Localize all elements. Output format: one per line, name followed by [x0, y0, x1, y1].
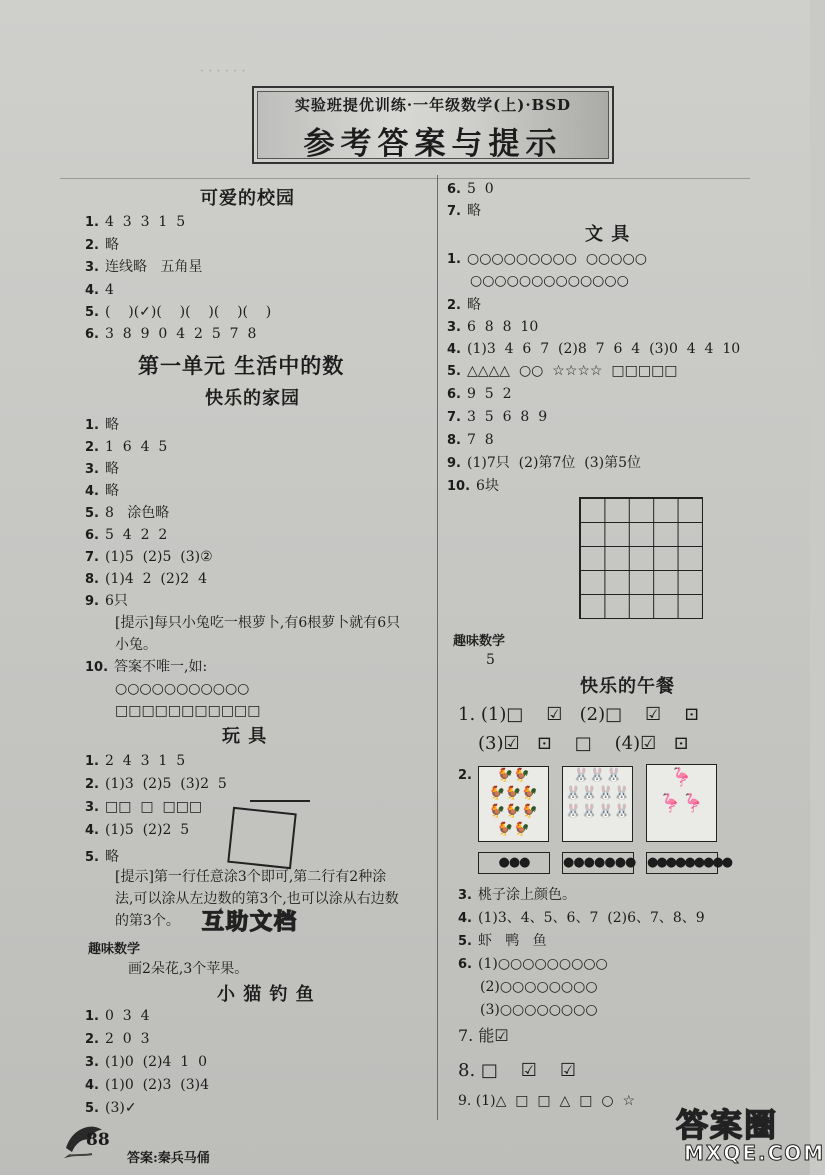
dot-counter: ●●●●●●● — [562, 852, 634, 874]
list-item: 7. (1)5 (2)5 (3)② — [85, 549, 213, 565]
hint-text: 的第3个。 — [115, 913, 180, 929]
list-item: 2. 略 — [447, 297, 481, 313]
list-item: 6. (1)○○○○○○○○○ — [458, 956, 608, 972]
list-item: 3. □□ □ □□□ — [85, 799, 203, 815]
list-item: 10. 答案不唯一,如: — [85, 659, 208, 675]
section-title-kitten: 小 猫 钓 鱼 — [217, 984, 315, 1005]
section-title-campus: 可爱的校园 — [200, 188, 295, 209]
list-item: 7. 能☑ — [458, 1026, 509, 1045]
hint-text: [提示]第一行任意涂3个即可,第二行有2种涂 — [115, 869, 387, 885]
list-item: 6. 9 5 2 — [447, 386, 512, 402]
list-item: 3. (1)0 (2)4 1 0 — [85, 1054, 207, 1070]
list-item: 3. 连线略 五角星 — [85, 259, 203, 275]
square-row: □□□□□□□□□□□ — [115, 703, 261, 719]
top-divider — [60, 178, 750, 179]
list-item: 3. 桃子涂上颜色。 — [458, 887, 576, 903]
list-item: 4. (1)5 (2)2 5 — [85, 822, 190, 838]
list-item: 4. 4 — [85, 282, 114, 298]
header-title: 参考答案与提示 — [303, 126, 563, 162]
circle-row: (3)○○○○○○○○ — [480, 1002, 598, 1018]
list-item: 4. (1)3 4 6 7 (2)8 7 6 4 (3)0 4 4 10 — [447, 341, 741, 357]
fun-math-answer: 画2朵花,3个苹果。 — [128, 961, 249, 977]
list-item: 1. 0 3 4 — [85, 1008, 150, 1024]
list-item: 5. △△△△ ○○ ☆☆☆☆ □□□□□ — [447, 363, 678, 379]
section-title-lunch: 快乐的午餐 — [580, 676, 675, 697]
fun-math-answer: 5 — [486, 652, 495, 668]
list-item: 4. 略 — [85, 483, 119, 499]
hint-text: 小兔。 — [115, 637, 157, 653]
list-item: 7. 略 — [447, 203, 481, 219]
pencil-sketch-line — [250, 800, 310, 802]
section-title-toys: 玩 具 — [222, 726, 268, 747]
list-item: 9. (1)△ □ □ △ □ ○ ☆ — [458, 1093, 636, 1109]
list-item: 9. 6只 — [85, 593, 128, 609]
list-item: 1. 2 4 3 1 5 — [85, 753, 186, 769]
list-item: 1. 4 3 3 1 5 — [85, 214, 186, 230]
site-watermark-url: MXQE.COM — [684, 1141, 825, 1165]
list-item: 8. □ ☑ ☑ — [458, 1060, 576, 1081]
list-item: 7. 3 5 6 8 9 — [447, 409, 548, 425]
footer-brand: 答案:秦兵马俑 — [127, 1151, 210, 1166]
column-divider — [437, 175, 438, 1120]
list-item: 9. (1)7只 (2)第7位 (3)第5位 — [447, 455, 641, 471]
pencil-sketch — [227, 807, 297, 869]
list-item: 6. 5 4 2 2 — [85, 527, 168, 543]
list-item: 4. (1)0 (2)3 (3)4 — [85, 1077, 209, 1093]
rabbit-picture: 🐰🐰🐰 🐰🐰🐰🐰 🐰🐰🐰🐰 — [562, 766, 633, 842]
stamp-text: 互助文档 — [202, 910, 299, 935]
list-item: 4. (1)3、4、5、6、7 (2)6、7、8、9 — [458, 910, 705, 926]
list-item: 1. (1)□ ☑ (2)□ ☑ ⊡ — [458, 704, 700, 725]
answer-grid — [579, 497, 703, 619]
list-item: 5. 略 — [85, 849, 119, 865]
section-title-stationery: 文 具 — [585, 224, 631, 245]
circle-row: ○○○○○○○○○○○ — [115, 681, 250, 697]
list-item: 6. 5 0 — [447, 181, 494, 197]
circle-row: ○○○○○○○○○○○○○ — [470, 273, 629, 289]
dot-counter: ●●● — [478, 852, 550, 874]
list-item: 5. 8 涂色略 — [85, 505, 170, 521]
site-watermark-logo: 答案圈 — [676, 1106, 779, 1144]
header-subtitle: 实验班提优训练·一年级数学(上)·BSD — [294, 96, 572, 114]
list-item: 6. 3 8 9 0 4 2 5 7 8 — [85, 326, 257, 342]
bird-picture: 🦩 🦩🦩 — [646, 764, 717, 842]
section-title-home: 快乐的家园 — [205, 388, 300, 409]
list-item: 5. 虾 鸭 鱼 — [458, 933, 547, 949]
list-item: 2. (1)3 (2)5 (3)2 5 — [85, 776, 227, 792]
list-item: 5. (3)✓ — [85, 1100, 137, 1116]
hint-text: [提示]每只小兔吃一根萝卜,有6根萝卜就有6只 — [115, 615, 401, 631]
header-banner — [252, 86, 614, 164]
list-item: 2. — [458, 768, 472, 783]
list-item: 2. 2 0 3 — [85, 1031, 150, 1047]
unit-title: 第一单元 生活中的数 — [138, 354, 345, 378]
fun-math-label: 趣味数学 — [88, 942, 141, 957]
list-item: 8. (1)4 2 (2)2 4 — [85, 571, 207, 587]
fun-math-label: 趣味数学 — [453, 634, 506, 649]
hint-text: 法,可以涂从左边数的第3个,也可以涂从右边数 — [115, 891, 399, 907]
list-item: 5. ( )(✓)( )( )( )( ) — [85, 304, 272, 320]
list-item: 3. 略 — [85, 461, 119, 477]
list-item: 2. 1 6 4 5 — [85, 439, 168, 455]
list-item: 3. 6 8 8 10 — [447, 319, 539, 335]
list-item: 2. 略 — [85, 237, 119, 253]
dot-counter: ●●●●●●●●● — [646, 852, 718, 874]
list-item: 8. 7 8 — [447, 432, 494, 448]
list-item: 1. 略 — [85, 417, 119, 433]
page-number: 88 — [86, 1130, 110, 1150]
list-item: (3)☑ ⊡ □ (4)☑ ⊡ — [478, 733, 689, 754]
list-item: 1. ○○○○○○○○○ ○○○○○ — [447, 251, 647, 267]
circle-row: (2)○○○○○○○○ — [480, 979, 598, 995]
rooster-picture: 🐓🐓 🐓🐓🐓 🐓🐓🐓 🐓🐓 — [478, 766, 549, 842]
bleed-through-text: · · · · · · — [200, 64, 246, 79]
list-item: 10. 6块 — [447, 478, 499, 494]
